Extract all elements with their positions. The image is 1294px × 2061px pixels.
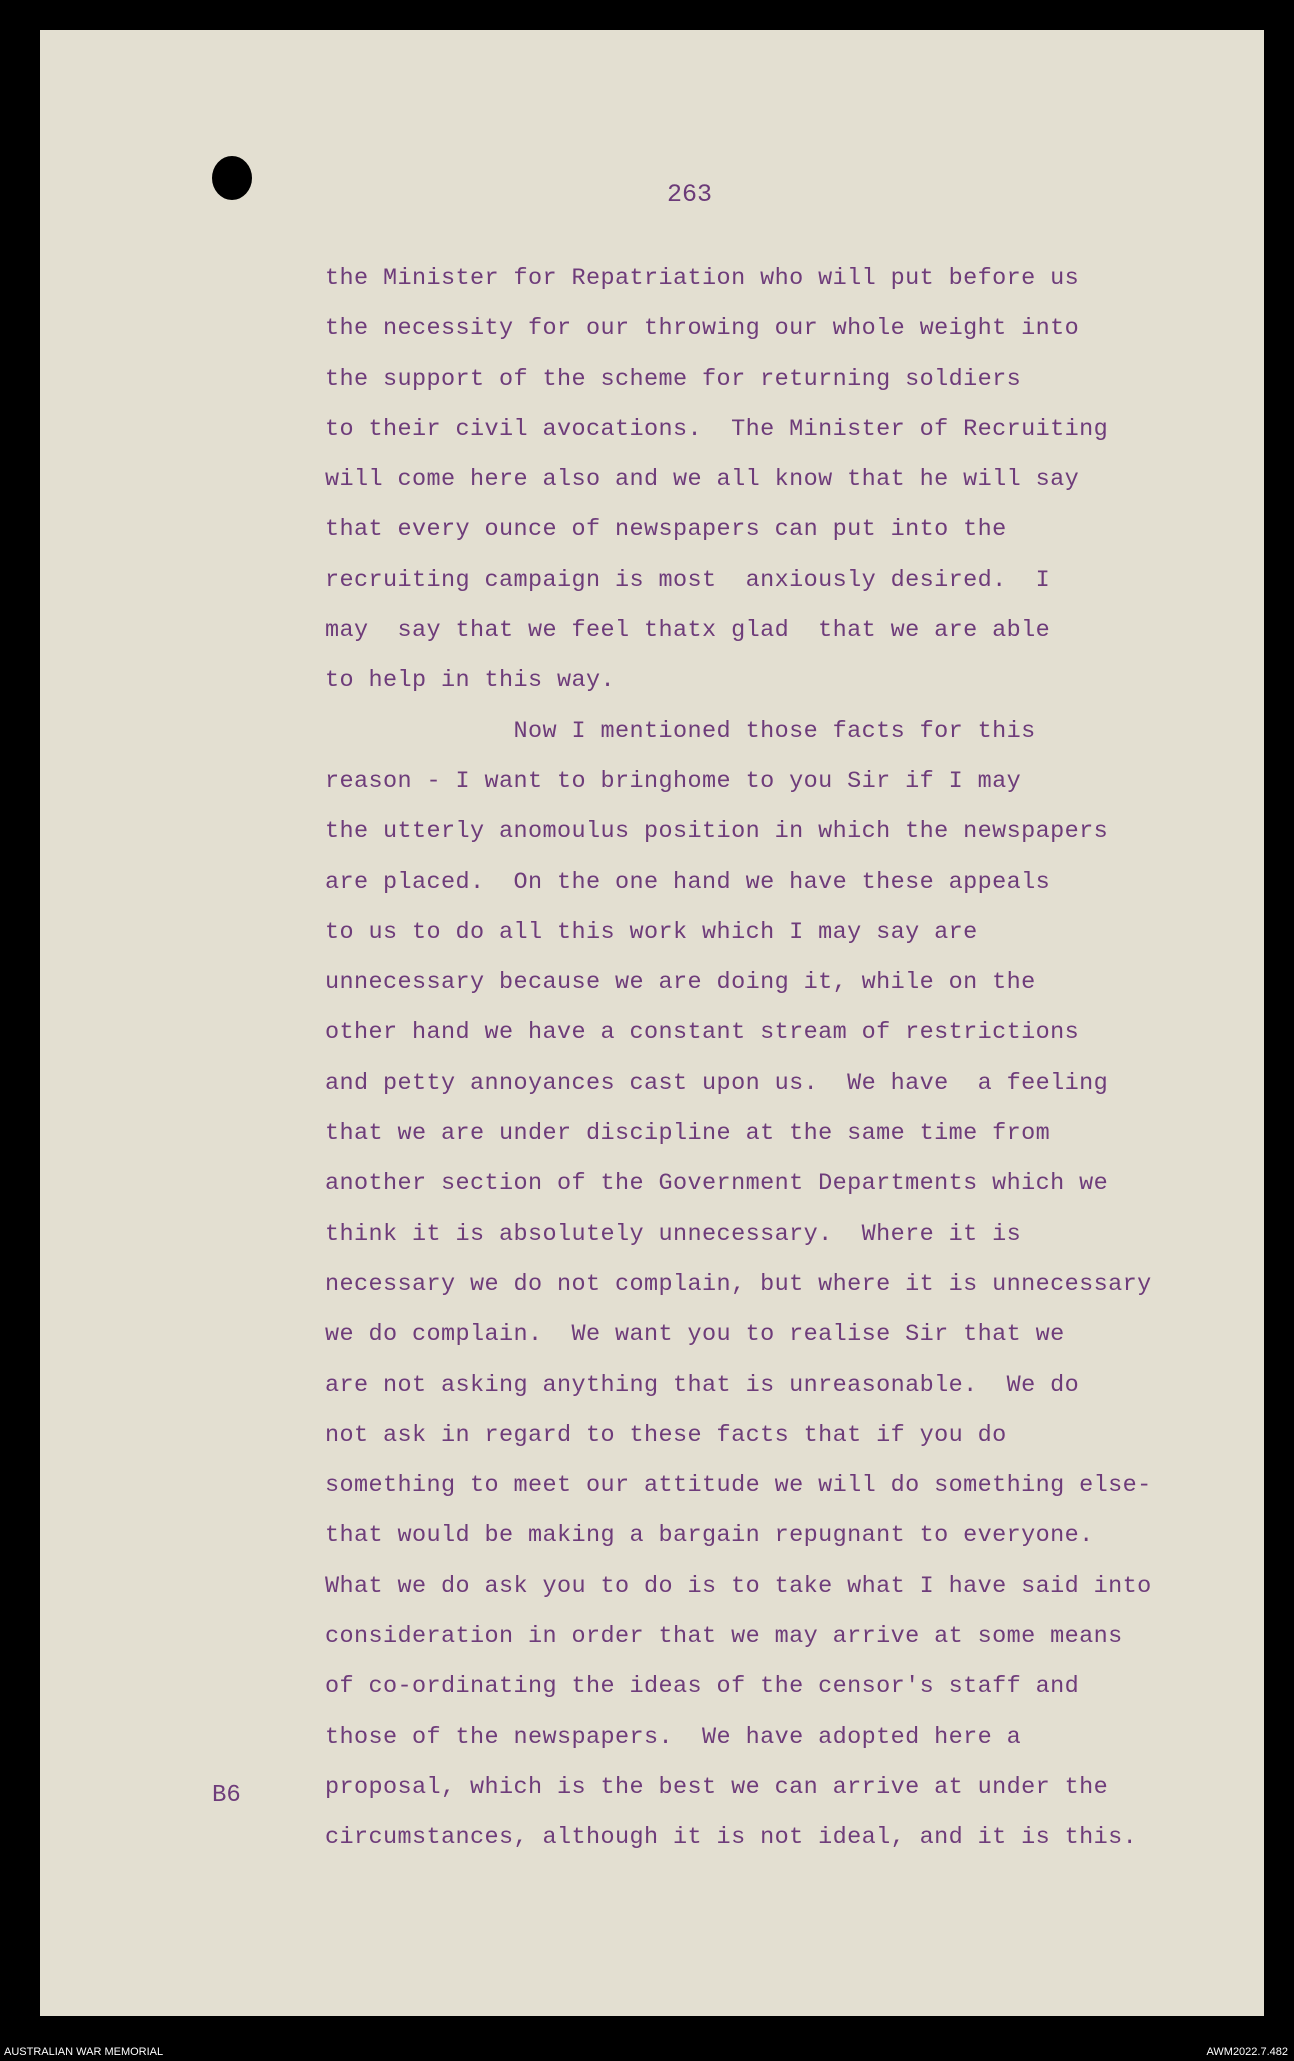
text-line: circumstances, although it is not ideal, and it is this.	[325, 1824, 1138, 1852]
text-line: other hand we have a constant stream of restrictions	[325, 1019, 1080, 1047]
typed-text-body	[325, 254, 1205, 1864]
text-line: What we do ask you to do is to take what I have said into	[325, 1572, 1152, 1600]
text-line: are placed. On the one hand we have these appeals	[325, 868, 1051, 896]
text-line: and petty annoyances cast upon us. We have a feeling	[325, 1069, 1109, 1097]
text-line: to help in this way.	[325, 667, 616, 695]
text-line: Now I mentioned those facts for this	[325, 717, 1036, 745]
text-line: are not asking anything that is unreasonable. We do	[325, 1371, 1080, 1399]
footer-institution: AUSTRALIAN WAR MEMORIAL	[4, 2046, 164, 2058]
margin-note: B6	[212, 1782, 241, 1809]
text-line: the utterly anomoulus position in which the newspapers	[325, 818, 1109, 846]
text-line: something to meet our attitude we will do something else-	[325, 1472, 1152, 1500]
punch-hole	[212, 156, 252, 200]
text-line: the Minister for Repatriation who will put before us	[325, 265, 1080, 292]
text-line: not ask in regard to these facts that if you do	[325, 1421, 1007, 1449]
text-line: proposal, which is the best we can arrive at under the	[325, 1773, 1109, 1801]
text-line: that we are under discipline at the same time from	[325, 1120, 1051, 1148]
text-line: may say that we feel thatx glad that we are able	[325, 617, 1051, 645]
text-line: necessary we do not complain, but where it is unnecessary	[325, 1270, 1152, 1298]
text-line: unnecessary because we are doing it, while on the	[325, 969, 1036, 997]
text-line: consideration in order that we may arrive at some means	[325, 1623, 1123, 1651]
document-page	[40, 30, 1264, 2016]
text-line: to their civil avocations. The Minister of Recruiting	[325, 415, 1109, 443]
text-line: those of the newspapers. We have adopted here a	[325, 1723, 1022, 1751]
text-line: the support of the scheme for returning soldiers	[325, 365, 1022, 393]
text-line: of co-ordinating the ideas of the censor's staff and	[325, 1673, 1080, 1701]
text-line: to us to do all this work which I may say are	[325, 918, 978, 946]
text-line: that every ounce of newspapers can put into the	[325, 516, 1007, 544]
text-line: that would be making a bargain repugnant to everyone.	[325, 1522, 1094, 1550]
text-line: we do complain. We want you to realise Sir that we	[325, 1321, 1065, 1349]
archive-footer	[0, 2045, 1294, 2061]
footer-reference: AWM2022.7.482	[1206, 2046, 1288, 2058]
text-line: the necessity for our throwing our whole weight into	[325, 315, 1080, 343]
text-line: reason - I want to bringhome to you Sir if I may	[325, 767, 1022, 795]
text-line: think it is absolutely unnecessary. Where it is	[325, 1220, 1022, 1248]
text-line: will come here also and we all know that he will say	[325, 466, 1080, 494]
text-line: another section of the Government Departments which we	[325, 1170, 1109, 1198]
page-number: 263	[667, 180, 713, 209]
text-line: recruiting campaign is most anxiously desired. I	[325, 566, 1051, 594]
